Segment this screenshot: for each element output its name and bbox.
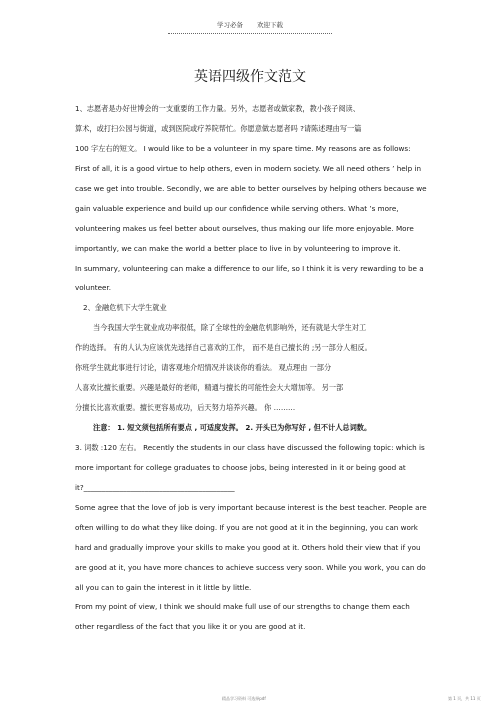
text-line: often willing to do what they like doing. If you are not good at it in the beginning, you can work: [75, 522, 418, 532]
page-title: 英语四级作文范文: [194, 69, 306, 85]
footer-center-text: 精品学习资料 可选择pdf: [222, 696, 266, 701]
text-line: 算术，或打扫公园与街道，或到医院或疗养院帮忙。你愿意做志愿者吗 ?请陈述理由写一篇: [75, 123, 362, 133]
text-line: more important for college graduates to choose jobs, being interested in it or being good at: [75, 462, 406, 472]
text-line: case we get into trouble. Secondly, we are able to better ourselves by helping others because we: [75, 183, 427, 193]
document-body: [75, 99, 495, 637]
text-line: From my point of view, I think we should make full use of our strengths to change them each: [75, 602, 410, 612]
text-line: other regardless of the fact that you like it or you are good at it.: [75, 622, 306, 632]
footer-page-number: 第 1 页，共 11 页: [448, 696, 481, 701]
text-line: 1、志愿者是办好世博会的一支重要的工作力量。另外，志愿者或做家教，教小孩子阅读、: [75, 104, 360, 113]
text-line: hard and gradually improve your skills to make you good at it. Others hold their view that if you: [75, 542, 421, 552]
text-line: it?__________________________________________: [75, 482, 235, 492]
section-heading: 2、金融危机下大学生就业: [83, 303, 167, 313]
text-line: 你班学生就此事进行讨论，请客观地介绍情况并谈谈你的看法。 观点理由 一部分: [75, 363, 332, 373]
page-header: [0, 20, 500, 29]
text-line: 作的选择。 有的人认为应该优先选择自己喜欢的工作， 而不是自己擅长的 ;另一部分人相反。: [75, 343, 372, 353]
text-line: 分擅长比喜欢重要。擅长更容易成功，后天努力培养兴趣。 你 ………: [75, 403, 296, 413]
text-line: 100 字左右的短文。 I would like to be a volunteer in my spare time. My reasons are as follows:: [75, 143, 411, 153]
text-line: gain valuable experience and build up our confidence while serving others. What ’s more,: [75, 203, 399, 213]
text-line: all you can to gain the interest in it little by little.: [75, 582, 252, 592]
header-right-text: 欢迎下载: [257, 21, 284, 29]
text-line: volunteering makes us feel better about ourselves, thus making our life more enjoyable. More: [75, 223, 414, 233]
text-line: volunteer.: [75, 283, 111, 293]
text-line: In summary, volunteering can make a difference to our life, so I think it is very rewarding to be a: [75, 263, 424, 273]
header-left-text: 学习必备: [216, 21, 243, 29]
text-line: 3. 词数 :120 左右。 Recently the students in our class have discussed the following topic: which is: [75, 442, 425, 452]
text-line: First of all, it is a good virtue to help others, even in modern society. We all need others ’ help in: [75, 163, 422, 173]
text-line: Some agree that the love of job is very important because interest is the best teacher. People are: [75, 502, 427, 512]
text-line: are good at it, you have more chances to achieve success very soon. While you work, you can do: [75, 562, 426, 572]
text-line: 当今我国大学生就业成功率很低，除了全球性的金融危机影响外，还有就是大学生对工: [93, 323, 367, 333]
text-line: 人喜欢比擅长重要。兴趣是最好的老师，精通与擅长的可能性会大大增加等。 另一部: [75, 383, 344, 393]
note-line: 注意： 1. 短文须包括所有要点 , 可适度发挥。 2. 开头已为你写好 , 但不计人总词数。: [93, 423, 372, 432]
text-line: importantly, we can make the world a better place to live in by volunteering to improve it.: [75, 243, 401, 253]
header-divider: [168, 33, 332, 34]
